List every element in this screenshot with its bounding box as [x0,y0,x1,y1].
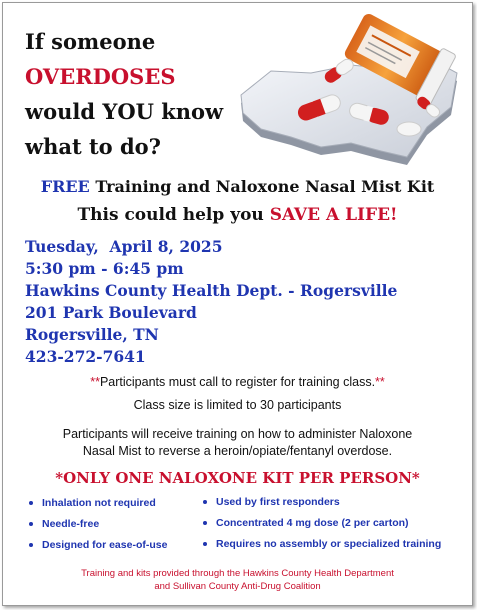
event-date: Tuesday, April 8, 2025 [25,237,223,256]
class-size-limit: Class size is limited to 30 participants [133,398,342,412]
headline-line-3: would YOU know [25,99,224,124]
free-label: FREE [40,177,90,196]
bullet-dot-icon [203,521,207,525]
headline-line-1: If someone [25,29,156,54]
headline-line-2: OVERDOSES [25,64,176,89]
bullet-dot-icon [29,522,33,526]
headline-line-4: what to do? [25,134,161,159]
register-text: Participants must call to register for training class. [99,375,376,389]
footer-line-1: Training and kits provided through the Hawkins County Health Department [81,568,394,579]
flyer [2,2,473,606]
training-line-2: Nasal Mist to reverse a heroin/opiate/fentanyl overdose. [82,444,393,458]
register-stars-left: ** [90,375,100,389]
bullet-item: Requires no assembly or specialized training [203,538,441,550]
event-time: 5:30 pm - 6:45 pm [25,259,184,278]
footer-line-2: and Sullivan County Anti-Drug Coalition [154,581,321,592]
bullet-item: Concentrated 4 mg dose (2 per carton) [203,517,409,529]
bullet-item: Used by first responders [203,496,340,508]
bullet-dot-icon [29,501,33,505]
bullet-item: Needle-free [29,518,99,530]
event-venue: Hawkins County Health Dept. - Rogersville [25,281,398,300]
register-stars-right: ** [375,375,385,389]
bullet-item: Inhalation not required [29,497,156,509]
one-kit-banner: *ONLY ONE NALOXONE KIT PER PERSON* [55,469,420,487]
training-line-1: Participants will receive training on how to administer Naloxone [62,427,413,441]
save-life-emphasis: SAVE A LIFE! [269,205,398,225]
map-with-pill-bottle-image [231,11,466,173]
bullet-dot-icon [203,500,207,504]
bullet-item: Designed for ease-of-use [29,539,167,551]
save-life-line [3,205,472,225]
save-life-prefix: This could help you [77,205,270,225]
event-phone: 423-272-7641 [25,347,146,366]
event-city: Rogersville, TN [25,325,159,344]
offer-line [3,177,472,196]
register-line [3,375,472,389]
bullet-dot-icon [29,543,33,547]
bullet-dot-icon [203,542,207,546]
event-street: 201 Park Boulevard [25,303,197,322]
offer-text: Training and Naloxone Nasal Mist Kit [89,177,435,196]
